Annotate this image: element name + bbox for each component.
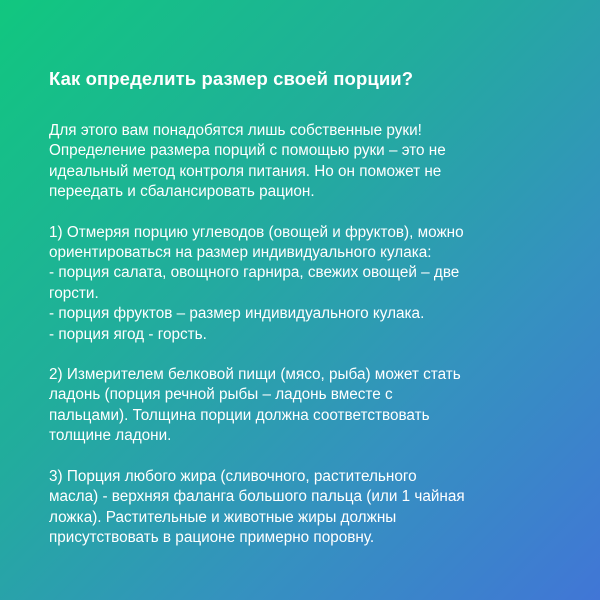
intro-line: идеальный метод контроля питания. Но он поможет не: [49, 162, 442, 180]
protein-paragraph: [49, 365, 552, 447]
protein-line: ладонь (порция речной рыбы – ладонь вместе с: [49, 386, 393, 404]
intro-line: Для этого вам понадобятся лишь собственные руки!: [49, 122, 422, 139]
fat-paragraph: [49, 467, 552, 549]
protein-line: пальцами). Толщина порции должна соответствовать: [49, 406, 430, 424]
intro-line: Определение размера порций с помощью руки – это не: [49, 142, 446, 160]
page-title: Как определить размер своей порции?: [49, 68, 414, 89]
fat-line: ложка). Растительные и животные жиры должны: [49, 508, 397, 526]
carbs-line: - порция ягод - горсть.: [49, 325, 207, 343]
carbs-line: - порция фруктов – размер индивидуального кулака.: [49, 305, 425, 323]
protein-line: толщине ладони.: [49, 427, 172, 445]
fat-line: 3) Порция любого жира (сливочного, растительного: [49, 467, 417, 485]
carbs-line: ориентироваться на размер индивидуального кулака:: [49, 244, 432, 262]
carbs-line: горсти.: [49, 284, 99, 302]
intro-paragraph: [49, 121, 552, 203]
fat-line: масла) - верхняя фаланга большого пальца (или 1 чайная: [49, 488, 465, 506]
carbs-line: 1) Отмеряя порцию углеводов (овощей и фруктов), можно: [49, 223, 464, 241]
carbs-paragraph: [49, 223, 552, 345]
carbs-line: - порция салата, овощного гарнира, свежих овощей – две: [49, 264, 460, 282]
protein-line: 2) Измерителем белковой пищи (мясо, рыба) может стать: [49, 366, 461, 384]
intro-line: переедать и сбалансировать рацион.: [49, 183, 315, 201]
fat-line: присутствовать в рационе примерно поровну.: [49, 528, 375, 546]
